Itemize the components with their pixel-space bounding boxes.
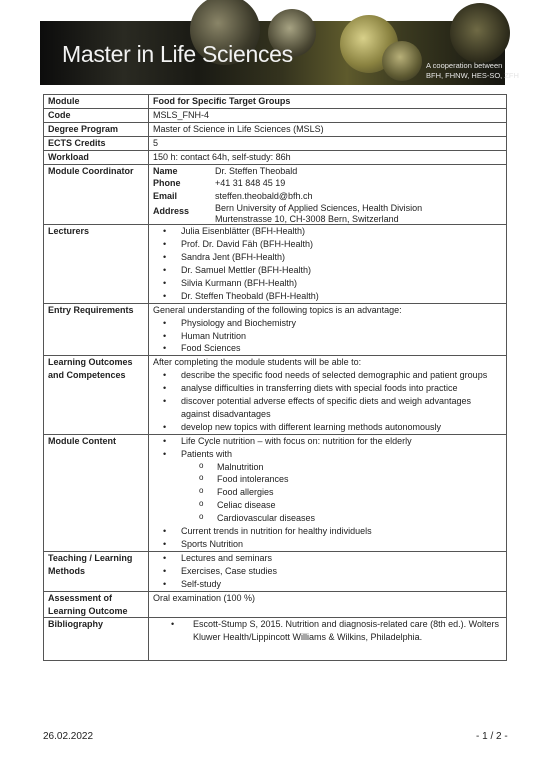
row-module-content bbox=[44, 434, 507, 551]
sub-list bbox=[181, 461, 502, 526]
sub-list-item: o Malnutrition bbox=[199, 461, 502, 474]
list-item: • Food Sciences bbox=[163, 342, 502, 355]
entry-intro: General understanding of the following topics is an advantage: bbox=[153, 304, 402, 315]
banner-title: Master in Life Sciences bbox=[62, 41, 293, 67]
coordinator-email-label: Email bbox=[153, 191, 178, 202]
label-line: Teaching / Learning bbox=[48, 552, 133, 563]
workload-value: 150 h: contact 64h, self-study: 86h bbox=[149, 150, 507, 164]
row-module bbox=[44, 95, 507, 109]
coordinator-details bbox=[149, 164, 507, 225]
coordinator-phone-label: Phone bbox=[153, 178, 181, 189]
banner-subtitle-line2: BFH, FHNW, HES-SO, ZFH bbox=[426, 71, 519, 80]
list-item: • Escott-Stump S, 2015. Nutrition and diagnosis-related care (8th ed.). Wolters Kluwer Health/Lippincott Williams & Wilkins, Philadelphia. bbox=[171, 618, 502, 644]
lecturers-label: Lecturers bbox=[44, 225, 149, 303]
pollen-image-5 bbox=[450, 3, 510, 63]
footer-date: 26.02.2022 bbox=[43, 731, 94, 742]
row-entry-requirements bbox=[44, 303, 507, 356]
module-table bbox=[43, 94, 507, 661]
row-assessment bbox=[44, 591, 507, 618]
list-item: • Lectures and seminars bbox=[163, 552, 502, 565]
assessment-value: Oral examination (100 %) bbox=[149, 591, 507, 618]
sub-list-item: o Food allergies bbox=[199, 486, 502, 499]
coordinator-email[interactable]: steffen.theobald@bfh.ch bbox=[215, 191, 313, 202]
list-item: • Silvia Kurmann (BFH-Health) bbox=[163, 277, 502, 290]
lecturers-list bbox=[153, 225, 502, 302]
list-item: • Prof. Dr. David Fäh (BFH-Health) bbox=[163, 238, 502, 251]
code-label: Code bbox=[44, 108, 149, 122]
label-line: Assessment of bbox=[48, 592, 113, 603]
coordinator-phone: +41 31 848 45 19 bbox=[215, 178, 286, 189]
teaching-methods-label bbox=[44, 551, 149, 591]
row-ects bbox=[44, 136, 507, 150]
label-line: Learning Outcomes bbox=[48, 357, 133, 368]
module-label: Module bbox=[44, 95, 149, 109]
label-line: and Competences bbox=[48, 370, 126, 381]
list-item: • describe the specific food needs of selected demographic and patient groups bbox=[163, 369, 502, 382]
list-item: • discover potential adverse effects of specific diets and weigh advantages against disadvantages bbox=[163, 395, 502, 421]
row-workload bbox=[44, 150, 507, 164]
learning-outcomes-label bbox=[44, 356, 149, 434]
teaching-list bbox=[153, 552, 502, 591]
label-line: Methods bbox=[48, 565, 85, 576]
module-content-label: Module Content bbox=[44, 434, 149, 551]
row-bibliography bbox=[44, 618, 507, 661]
pollen-image-4 bbox=[382, 41, 422, 81]
coordinator-name: Dr. Steffen Theobald bbox=[215, 165, 298, 176]
list-item: • Self-study bbox=[163, 578, 502, 591]
list-item: • Dr. Steffen Theobald (BFH-Health) bbox=[163, 290, 502, 303]
module-value: Food for Specific Target Groups bbox=[149, 95, 507, 109]
row-learning-outcomes bbox=[44, 356, 507, 434]
outcomes-list bbox=[153, 369, 502, 434]
sub-list-item: o Food intolerances bbox=[199, 473, 502, 486]
entry-list bbox=[153, 317, 502, 356]
bibliography-list bbox=[153, 618, 502, 644]
list-item: • analyse difficulties in transferring diets with special foods into practice bbox=[163, 382, 502, 395]
list-item-text: • Patients with bbox=[181, 448, 233, 459]
list-item: • Exercises, Case studies bbox=[163, 565, 502, 578]
list-item: • Julia Eisenblätter (BFH-Health) bbox=[163, 225, 502, 238]
coordinator-label: Module Coordinator bbox=[44, 164, 149, 225]
bibliography-label: Bibliography bbox=[44, 618, 149, 661]
list-item: • Human Nutrition bbox=[163, 330, 502, 343]
list-item: • Sandra Jent (BFH-Health) bbox=[163, 251, 502, 264]
content-list bbox=[153, 435, 502, 551]
outcomes-intro: After completing the module students will be able to: bbox=[153, 357, 362, 368]
address-line-2: Murtenstrasse 10, CH-3008 Bern, Switzerland bbox=[215, 213, 399, 224]
header-banner bbox=[40, 21, 519, 85]
list-item: • develop new topics with different learning methods autonomously bbox=[163, 421, 502, 434]
code-value: MSLS_FNH-4 bbox=[149, 108, 507, 122]
list-item: • Current trends in nutrition for healthy individuels bbox=[163, 525, 502, 538]
row-degree-program bbox=[44, 122, 507, 136]
assessment-label bbox=[44, 591, 149, 618]
workload-label: Workload bbox=[44, 150, 149, 164]
footer-page-number: - 1 / 2 - bbox=[476, 731, 508, 742]
list-item bbox=[163, 448, 502, 525]
row-teaching-methods bbox=[44, 551, 507, 591]
list-item: • Physiology and Biochemistry bbox=[163, 317, 502, 330]
entry-requirements-label: Entry Requirements bbox=[44, 303, 149, 356]
sub-list-item: o Celiac disease bbox=[199, 499, 502, 512]
label-line: Learning Outcome bbox=[48, 605, 128, 616]
list-item: • Dr. Samuel Mettler (BFH-Health) bbox=[163, 264, 502, 277]
address-line-1: Bern University of Applied Sciences, Health Division bbox=[215, 203, 423, 214]
coordinator-table bbox=[153, 165, 422, 225]
list-item: • Sports Nutrition bbox=[163, 538, 502, 551]
coordinator-address-label: Address bbox=[153, 206, 190, 217]
ects-label: ECTS Credits bbox=[44, 136, 149, 150]
list-item: • Life Cycle nutrition – with focus on: nutrition for the elderly bbox=[163, 435, 502, 448]
row-code bbox=[44, 108, 507, 122]
row-coordinator bbox=[44, 164, 507, 225]
degree-program-value: Master of Science in Life Sciences (MSLS) bbox=[149, 122, 507, 136]
sub-list-item: o Cardiovascular diseases bbox=[199, 512, 502, 525]
degree-program-label: Degree Program bbox=[44, 122, 149, 136]
coordinator-address bbox=[215, 203, 422, 224]
row-lecturers bbox=[44, 225, 507, 303]
banner-subtitle-line1: A cooperation between bbox=[426, 61, 503, 70]
ects-value: 5 bbox=[149, 136, 507, 150]
coordinator-name-label: Name bbox=[153, 165, 178, 176]
